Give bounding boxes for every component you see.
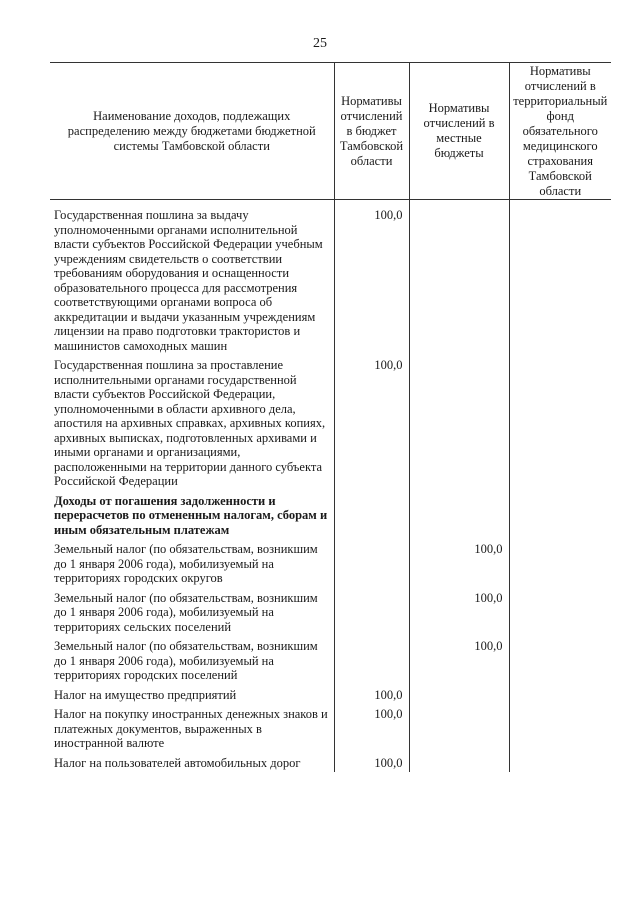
local-value	[409, 704, 509, 753]
fund-value	[509, 539, 611, 588]
local-value	[409, 355, 509, 491]
regional-value	[334, 636, 409, 685]
header-income-name: Наименование доходов, подлежащих распределению между бюджетами бюджетной системы Тамбовской области	[50, 63, 334, 200]
table-row	[50, 588, 611, 637]
regional-value: 100,0	[334, 200, 409, 356]
table-row	[50, 636, 611, 685]
local-value: 100,0	[409, 636, 509, 685]
fund-value	[509, 704, 611, 753]
income-name: Налог на покупку иностранных денежных знаков и платежных документов, выраженных в иностранной валюте	[54, 707, 328, 750]
fund-value	[509, 200, 611, 356]
income-name: Налог на пользователей автомобильных дорог	[54, 755, 301, 770]
regional-value: 100,0	[334, 753, 409, 773]
regional-value: 100,0	[334, 685, 409, 705]
fund-value	[509, 636, 611, 685]
table-row	[50, 355, 611, 491]
table-header-row	[50, 63, 611, 200]
table-row	[50, 685, 611, 705]
regional-value: 100,0	[334, 355, 409, 491]
local-value	[409, 685, 509, 705]
income-name: Земельный налог (по обязательствам, возникшим до 1 января 2006 года), мобилизуемый на территориях городских округов	[54, 542, 318, 585]
table-row	[50, 539, 611, 588]
local-value	[409, 491, 509, 540]
header-medical-insurance-fund: Нормативы отчислений в территориальный фонд обязательного медицинского страхования Тамбовской области	[509, 63, 611, 200]
regional-value	[334, 539, 409, 588]
fund-value	[509, 753, 611, 773]
fund-value	[509, 355, 611, 491]
table-row	[50, 200, 611, 356]
fund-value	[509, 588, 611, 637]
income-name: Налог на имущество предприятий	[54, 687, 237, 702]
local-value	[409, 753, 509, 773]
local-value	[409, 200, 509, 356]
local-value: 100,0	[409, 539, 509, 588]
income-name: Государственная пошлина за проставление исполнительными органами государственной власти субъектов Российской Федерации, уполномоченными в области архивного дела, апостиля на архивных справках, архивных копиях, архивных выписках, подготовленных архивами и иными органами и организациями, расположенными на территории данного субъекта Российской Федерации	[54, 358, 326, 488]
income-name: Земельный налог (по обязательствам, возникшим до 1 января 2006 года), мобилизуемый на территориях сельских поселений	[54, 590, 318, 634]
fund-value	[509, 685, 611, 705]
budget-distribution-table	[50, 62, 611, 772]
regional-value	[334, 491, 409, 540]
page-number: 25	[313, 36, 327, 51]
regional-value	[334, 588, 409, 637]
local-value: 100,0	[409, 588, 509, 637]
regional-value: 100,0	[334, 704, 409, 753]
income-name: Земельный налог (по обязательствам, возникшим до 1 января 2006 года), мобилизуемый на территориях городских поселений	[54, 639, 318, 682]
header-regional-budget: Нормативы отчислений в бюджет Тамбовской области	[334, 63, 409, 200]
fund-value	[509, 491, 611, 540]
income-name: Государственная пошлина за выдачу уполномоченными органами исполнительной власти субъектов Российской Федерации учебным учреждениям свидетельств о соответствии требованиям оборудования и оснащенности образовательного процесса для рассмотрения соответствующими органами вопроса об аккредитации и выдачи указанным учреждениям лицензии на право подготовки трактористов и машинистов самоходных машин	[54, 208, 323, 353]
section-heading-row	[50, 491, 611, 540]
section-heading: Доходы от погашения задолженности и перерасчетов по отмененным налогам, сборам и иным обязательным платежам	[54, 493, 328, 537]
header-local-budgets: Нормативы отчислений в местные бюджеты	[409, 63, 509, 200]
table-row	[50, 753, 611, 773]
table-row	[50, 704, 611, 753]
